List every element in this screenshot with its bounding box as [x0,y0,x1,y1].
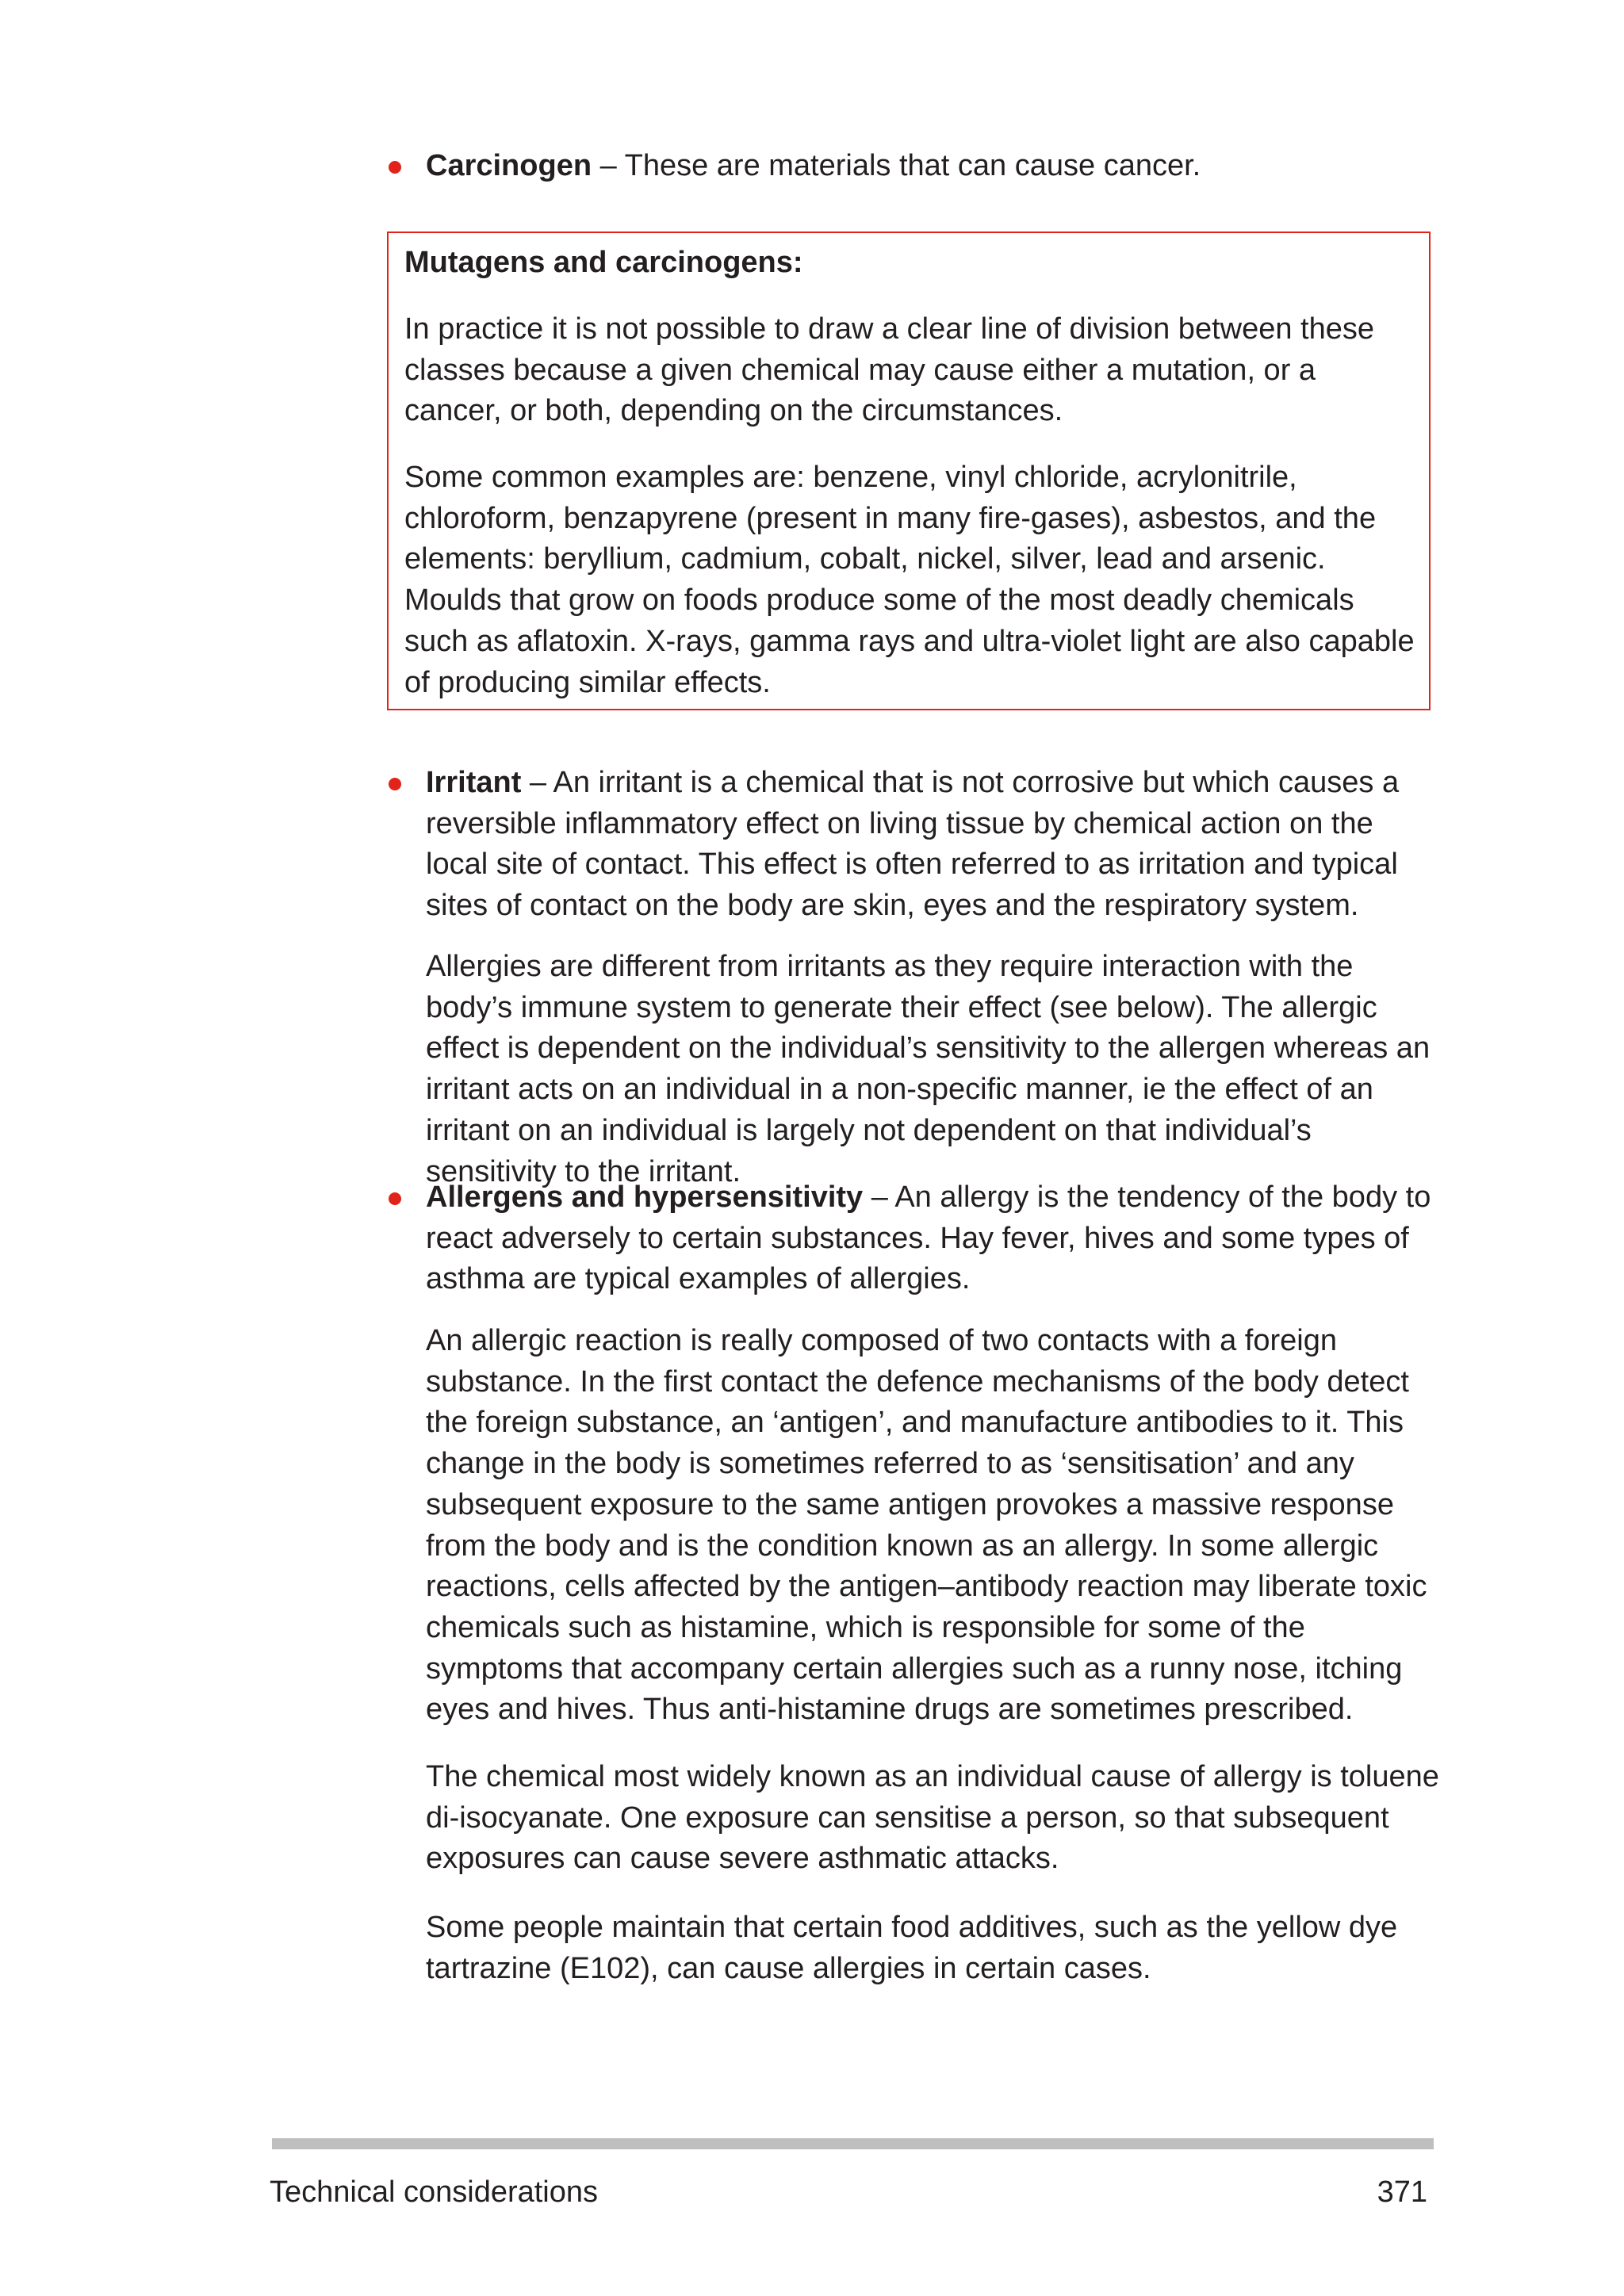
footer-rule [272,2138,1434,2149]
page-number: 371 [1377,2175,1427,2209]
carcinogen-item [426,146,1441,187]
bullet-dot [389,1192,401,1205]
footer-section-title: Technical considerations [270,2175,599,2209]
allergens-description: – An allergy is the tendency of the body to react adversely to certain substances. Hay fever, hives and some types of asthma are typical examples of allergies. [426,1181,1431,1296]
irritant-term: Irritant [426,766,522,799]
irritant-description: – An irritant is a chemical that is not corrosive but which causes a reversible inflammatory effect on living tissue by chemical action on the local site of contact. This effect is often referred to as irritation and typical sites of contact on the body are skin, eyes and the respiratory system. [426,766,1400,923]
irritant-item [426,763,1441,927]
allergens-item [426,1177,1441,1300]
bullet-dot [389,778,401,790]
allergens-paragraph-2: An allergic reaction is really composed of two contacts with a foreign substance. In the first contact the defence mechanisms of the body detect the foreign substance, an ‘antigen’, and manufacture antibodies to it. This change in the body is sometimes referred to as ‘sensitisation’ and any subsequent exposure to the same antigen provokes a massive response from the body and is the condition known as an allergy. In some allergic reactions, cells affected by the antigen–antibody reaction may liberate toxic chemicals such as histamine, which is responsible for some of the symptoms that accompany certain allergies such as a runny nose, itching eyes and hives. Thus anti-histamine drugs are sometimes prescribed. [426,1324,1427,1727]
mutagens-carcinogens-callout [387,232,1431,710]
irritant-paragraph-2: Allergies are different from irritants as they require interaction with the body’s immune system to generate their effect (see below). The allergic effect is dependent on the individual’s sensitivity to the allergen whereas an irritant acts on an individual in a non-specific manner, ie the effect of an irritant on an individual is largely not dependent on that individual’s sensitivity to the irritant. [426,950,1431,1188]
carcinogen-description: – These are materials that can cause cancer. [592,149,1201,182]
callout-title: Mutagens and carcinogens: [404,246,803,279]
allergens-paragraph-4: Some people maintain that certain food additives, such as the yellow dye tartrazine (E102), can cause allergies in certain cases. [426,1911,1398,1985]
carcinogen-term: Carcinogen [426,149,592,182]
bullet-dot [389,161,401,174]
callout-paragraph-1: In practice it is not possible to draw a clear line of division between these classes because a given chemical may cause either a mutation, or a cancer, or both, depending on the circumstances. [404,312,1374,428]
callout-paragraph-2: Some common examples are: benzene, vinyl chloride, acrylonitrile, chloroform, benzapyrene (present in many fire-gases), asbestos, and the elements: beryllium, cadmium, cobalt, nickel, silver, lead and arsenic. Moulds that grow on foods produce some of the most deadly chemicals such as aflatoxin. X-rays, gamma rays and ultra-violet light are also capable of producing similar effects. [404,461,1415,699]
allergens-paragraph-3: The chemical most widely known as an individual cause of allergy is toluene di-isocyanate. One exposure can sensitise a person, so that subsequent exposures can cause severe asthmatic attacks. [426,1760,1439,1876]
allergens-term: Allergens and hypersensitivity [426,1181,864,1214]
